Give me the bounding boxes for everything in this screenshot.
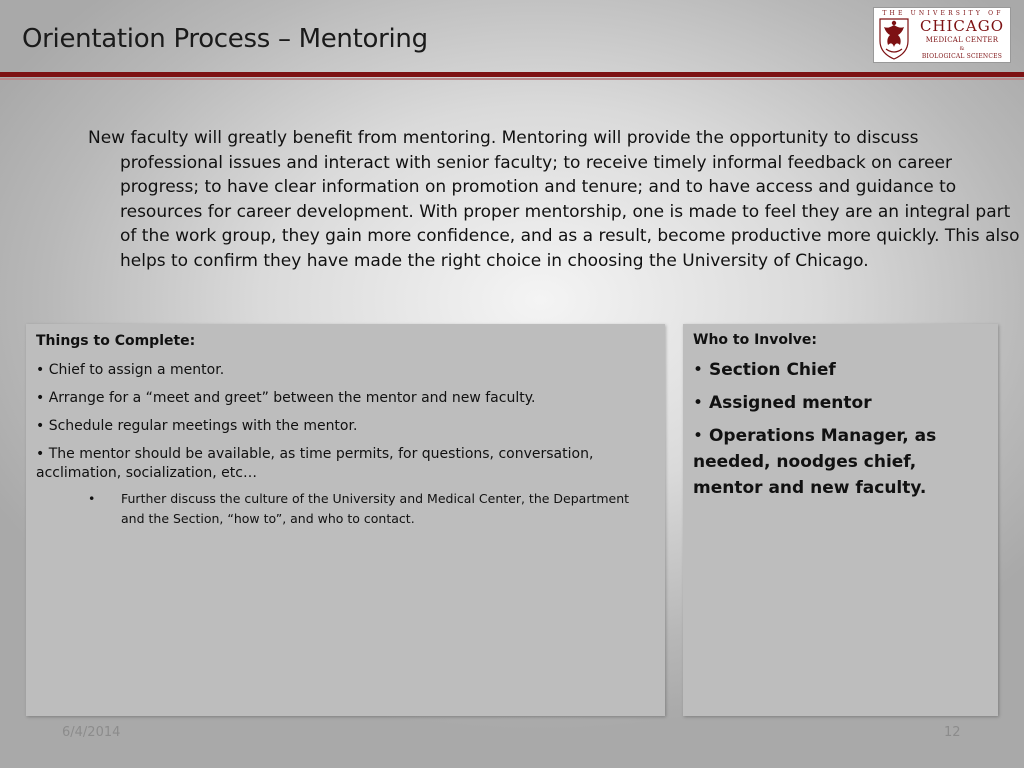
list-item: • Arrange for a “meet and greet” between the mentor and new faculty.: [36, 390, 536, 406]
list-item: • Schedule regular meetings with the mentor.: [36, 418, 358, 434]
logo-line-4: &: [959, 46, 965, 52]
things-to-complete-panel: [26, 324, 665, 716]
list-item: [693, 390, 988, 416]
list-item-text: Section Chief: [708, 360, 836, 380]
list-item-text: Assigned mentor: [708, 393, 872, 413]
phoenix-crest-icon: [876, 11, 912, 61]
who-to-involve-panel: [683, 324, 998, 716]
list-item: [693, 357, 988, 383]
sub-list-item: [36, 489, 655, 529]
university-logo: [873, 7, 1011, 63]
intro-paragraph: New faculty will greatly benefit from mentoring. Mentoring will provide the opportunity to discuss professional issues and interact with senior faculty; to receive timely informal feedback on career progress; to have clear information on promotion and tenure; and to have access and guidance to resources for career development. With proper mentorship, one is made to feel they are an integral part of the work group, they gain more confidence, and as a result, become productive more quickly. This also helps to confirm they have made the right choice in choosing the University of Chicago.: [88, 128, 1020, 271]
sub-list-item-text: Further discuss the culture of the University and Medical Center, the Department and the Section, “how to”, and who to contact.: [121, 491, 630, 526]
footer-date: 6/4/2014: [62, 725, 121, 740]
title-divider: [0, 72, 1024, 77]
logo-line-3: MEDICAL CENTER: [925, 36, 999, 44]
list-item: [693, 423, 988, 501]
bullet: •: [693, 360, 704, 380]
who-to-involve-title: Who to Involve:: [693, 332, 818, 348]
things-to-complete-title: Things to Complete:: [36, 333, 196, 349]
title-divider-shadow: [0, 78, 1024, 80]
sub-bullet: •: [88, 491, 96, 506]
logo-line-2: CHICAGO: [919, 17, 1005, 35]
slide-title: Orientation Process – Mentoring: [22, 24, 428, 54]
bullet: •: [693, 426, 704, 446]
logo-line-1: THE UNIVERSITY OF: [882, 10, 1004, 17]
bullet: •: [693, 393, 704, 413]
list-item: • Chief to assign a mentor.: [36, 362, 225, 378]
logo-line-5: BIOLOGICAL SCIENCES: [921, 53, 1003, 60]
list-item-text: Operations Manager, as needed, noodges chief, mentor and new faculty.: [693, 426, 937, 498]
page-number: 12: [944, 725, 961, 740]
list-item: • The mentor should be available, as time permits, for questions, conversation, acclimation, socialization, etc…: [36, 446, 594, 481]
